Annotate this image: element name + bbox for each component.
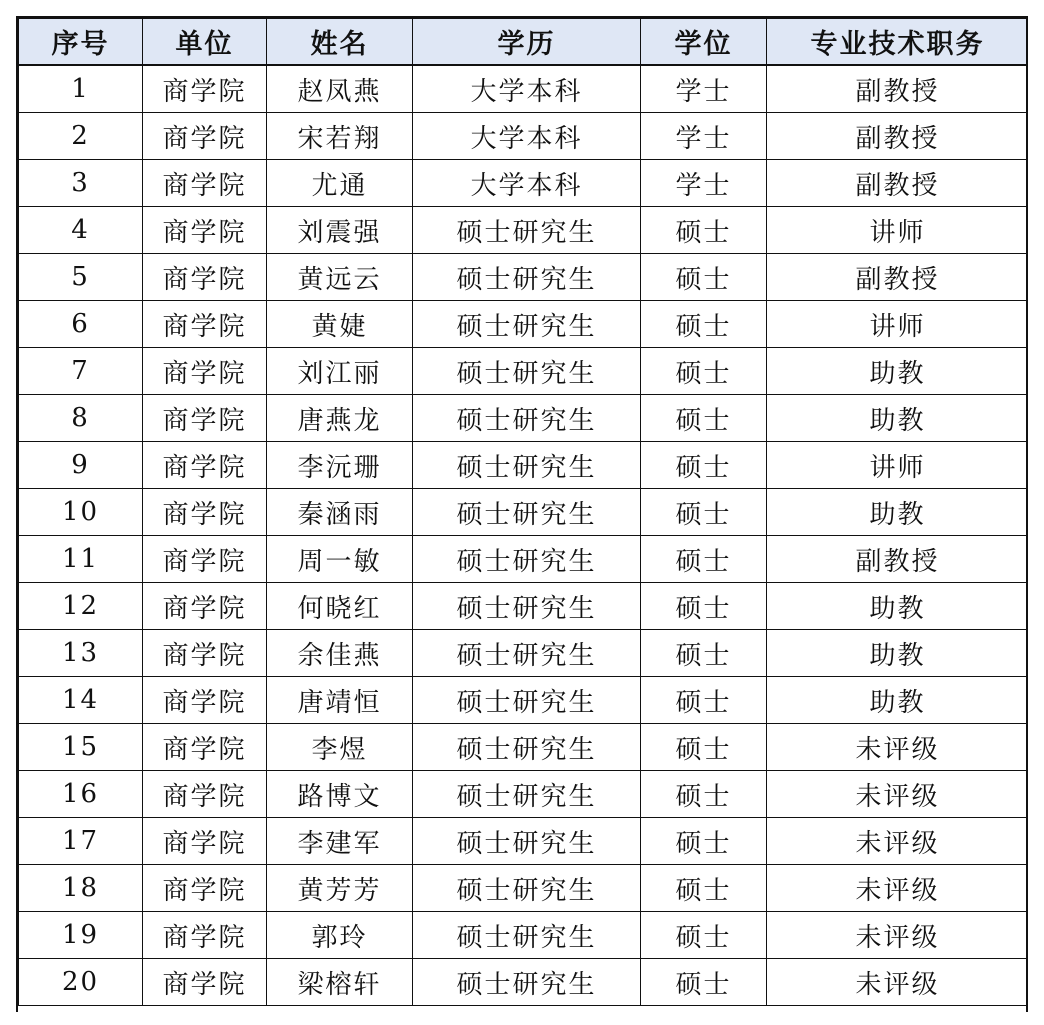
cell-education: 硕士研究生 bbox=[413, 489, 641, 536]
cell-name: 唐燕龙 bbox=[267, 395, 413, 442]
cell-serial-number: 1 bbox=[19, 65, 143, 113]
cell-education: 大学本科 bbox=[413, 160, 641, 207]
cell-professional-title: 助教 bbox=[767, 630, 1029, 677]
cell-name: 赵凤燕 bbox=[267, 65, 413, 113]
cell-education: 硕士研究生 bbox=[413, 630, 641, 677]
cell-education: 硕士研究生 bbox=[413, 771, 641, 818]
cell-serial-number: 3 bbox=[19, 160, 143, 207]
table-row bbox=[19, 348, 1029, 395]
table-row bbox=[19, 160, 1029, 207]
cell-name: 唐靖恒 bbox=[267, 677, 413, 724]
table-row bbox=[19, 65, 1029, 113]
cell-unit: 商学院 bbox=[143, 301, 267, 348]
table-row bbox=[19, 207, 1029, 254]
cell-unit: 商学院 bbox=[143, 959, 267, 1006]
cell-serial-number: 15 bbox=[19, 724, 143, 771]
cell-name: 李煜 bbox=[267, 724, 413, 771]
cell-professional-title: 助教 bbox=[767, 489, 1029, 536]
cell-education: 硕士研究生 bbox=[413, 536, 641, 583]
cell-unit: 商学院 bbox=[143, 207, 267, 254]
cell-serial-number: 6 bbox=[19, 301, 143, 348]
cell-serial-number: 20 bbox=[19, 959, 143, 1006]
cell-name: 梁榕轩 bbox=[267, 959, 413, 1006]
cell-name: 何晓红 bbox=[267, 583, 413, 630]
header-degree: 学位 bbox=[641, 19, 767, 66]
cell-degree: 硕士 bbox=[641, 348, 767, 395]
cell-serial-number: 14 bbox=[19, 677, 143, 724]
cell-serial-number: 9 bbox=[19, 442, 143, 489]
cell-education: 硕士研究生 bbox=[413, 301, 641, 348]
table-row bbox=[19, 630, 1029, 677]
cell-unit: 商学院 bbox=[143, 865, 267, 912]
cell-serial-number: 5 bbox=[19, 254, 143, 301]
cell-name: 黄远云 bbox=[267, 254, 413, 301]
cell-name: 周一敏 bbox=[267, 536, 413, 583]
cell-education: 硕士研究生 bbox=[413, 865, 641, 912]
cell-professional-title: 未评级 bbox=[767, 724, 1029, 771]
cell-degree: 硕士 bbox=[641, 254, 767, 301]
cell-serial-number: 13 bbox=[19, 630, 143, 677]
cell-unit: 商学院 bbox=[143, 160, 267, 207]
cell-professional-title: 讲师 bbox=[767, 442, 1029, 489]
cell-education: 硕士研究生 bbox=[413, 254, 641, 301]
cell-degree: 学士 bbox=[641, 113, 767, 160]
cell-degree: 硕士 bbox=[641, 583, 767, 630]
table-row bbox=[19, 724, 1029, 771]
cell-unit: 商学院 bbox=[143, 254, 267, 301]
staff-table-container bbox=[16, 16, 1028, 1012]
cell-degree: 学士 bbox=[641, 65, 767, 113]
cell-name: 余佳燕 bbox=[267, 630, 413, 677]
cell-name: 秦涵雨 bbox=[267, 489, 413, 536]
cell-education: 硕士研究生 bbox=[413, 677, 641, 724]
cell-professional-title: 副教授 bbox=[767, 113, 1029, 160]
table-row bbox=[19, 818, 1029, 865]
header-professional-title: 专业技术职务 bbox=[767, 19, 1029, 66]
cell-education: 硕士研究生 bbox=[413, 442, 641, 489]
cell-unit: 商学院 bbox=[143, 771, 267, 818]
cell-serial-number: 18 bbox=[19, 865, 143, 912]
cell-degree: 硕士 bbox=[641, 912, 767, 959]
cell-name: 郭玲 bbox=[267, 912, 413, 959]
cell-professional-title: 未评级 bbox=[767, 865, 1029, 912]
cell-serial-number: 7 bbox=[19, 348, 143, 395]
table-row bbox=[19, 771, 1029, 818]
cell-professional-title: 副教授 bbox=[767, 254, 1029, 301]
cell-education: 硕士研究生 bbox=[413, 912, 641, 959]
cell-serial-number: 8 bbox=[19, 395, 143, 442]
cell-degree: 硕士 bbox=[641, 630, 767, 677]
cell-education: 硕士研究生 bbox=[413, 348, 641, 395]
cell-degree: 硕士 bbox=[641, 959, 767, 1006]
cell-professional-title: 未评级 bbox=[767, 912, 1029, 959]
table-row bbox=[19, 489, 1029, 536]
cell-degree: 硕士 bbox=[641, 395, 767, 442]
header-unit: 单位 bbox=[143, 19, 267, 66]
cell-unit: 商学院 bbox=[143, 348, 267, 395]
cell-unit: 商学院 bbox=[143, 113, 267, 160]
cell-unit: 商学院 bbox=[143, 724, 267, 771]
cell-unit: 商学院 bbox=[143, 912, 267, 959]
table-header-row bbox=[19, 19, 1029, 66]
cell-degree: 硕士 bbox=[641, 207, 767, 254]
table-row bbox=[19, 442, 1029, 489]
cell-name: 黄婕 bbox=[267, 301, 413, 348]
cell-professional-title: 讲师 bbox=[767, 301, 1029, 348]
cell-education: 硕士研究生 bbox=[413, 724, 641, 771]
cell-serial-number: 16 bbox=[19, 771, 143, 818]
cell-name: 刘江丽 bbox=[267, 348, 413, 395]
table-row bbox=[19, 113, 1029, 160]
cell-professional-title: 副教授 bbox=[767, 65, 1029, 113]
cell-degree: 硕士 bbox=[641, 489, 767, 536]
cell-degree: 硕士 bbox=[641, 724, 767, 771]
cell-degree: 硕士 bbox=[641, 677, 767, 724]
cell-degree: 硕士 bbox=[641, 818, 767, 865]
cell-professional-title: 未评级 bbox=[767, 959, 1029, 1006]
cell-professional-title: 副教授 bbox=[767, 536, 1029, 583]
table-row bbox=[19, 912, 1029, 959]
cell-professional-title: 助教 bbox=[767, 677, 1029, 724]
cell-serial-number: 12 bbox=[19, 583, 143, 630]
cell-unit: 商学院 bbox=[143, 818, 267, 865]
cell-degree: 学士 bbox=[641, 160, 767, 207]
table-row bbox=[19, 301, 1029, 348]
cell-unit: 商学院 bbox=[143, 442, 267, 489]
cell-professional-title: 助教 bbox=[767, 395, 1029, 442]
table-row bbox=[19, 959, 1029, 1006]
cell-professional-title: 助教 bbox=[767, 348, 1029, 395]
cell-unit: 商学院 bbox=[143, 65, 267, 113]
cell-serial-number: 10 bbox=[19, 489, 143, 536]
cell-name: 李沅珊 bbox=[267, 442, 413, 489]
cell-professional-title: 未评级 bbox=[767, 771, 1029, 818]
header-education: 学历 bbox=[413, 19, 641, 66]
cell-unit: 商学院 bbox=[143, 536, 267, 583]
cell-serial-number: 2 bbox=[19, 113, 143, 160]
cell-serial-number: 17 bbox=[19, 818, 143, 865]
cell-serial-number: 19 bbox=[19, 912, 143, 959]
cell-education: 大学本科 bbox=[413, 113, 641, 160]
cell-degree: 硕士 bbox=[641, 301, 767, 348]
cell-unit: 商学院 bbox=[143, 583, 267, 630]
cell-education: 硕士研究生 bbox=[413, 818, 641, 865]
cell-education: 硕士研究生 bbox=[413, 959, 641, 1006]
cell-education: 硕士研究生 bbox=[413, 207, 641, 254]
cell-education: 大学本科 bbox=[413, 65, 641, 113]
cell-serial-number: 4 bbox=[19, 207, 143, 254]
cell-name: 李建军 bbox=[267, 818, 413, 865]
table-row bbox=[19, 395, 1029, 442]
cell-serial-number: 11 bbox=[19, 536, 143, 583]
table-row bbox=[19, 865, 1029, 912]
cell-professional-title: 副教授 bbox=[767, 160, 1029, 207]
table-row bbox=[19, 583, 1029, 630]
cell-degree: 硕士 bbox=[641, 442, 767, 489]
header-name: 姓名 bbox=[267, 19, 413, 66]
staff-table bbox=[18, 18, 1028, 1006]
cell-name: 黄芳芳 bbox=[267, 865, 413, 912]
cell-unit: 商学院 bbox=[143, 677, 267, 724]
cell-education: 硕士研究生 bbox=[413, 395, 641, 442]
cell-professional-title: 讲师 bbox=[767, 207, 1029, 254]
cell-name: 刘震强 bbox=[267, 207, 413, 254]
cell-professional-title: 助教 bbox=[767, 583, 1029, 630]
table-row bbox=[19, 677, 1029, 724]
cell-unit: 商学院 bbox=[143, 395, 267, 442]
cell-name: 尤通 bbox=[267, 160, 413, 207]
table-row bbox=[19, 254, 1029, 301]
cell-education: 硕士研究生 bbox=[413, 583, 641, 630]
cell-degree: 硕士 bbox=[641, 771, 767, 818]
cell-name: 路博文 bbox=[267, 771, 413, 818]
cell-professional-title: 未评级 bbox=[767, 818, 1029, 865]
cell-unit: 商学院 bbox=[143, 630, 267, 677]
table-row bbox=[19, 536, 1029, 583]
cell-name: 宋若翔 bbox=[267, 113, 413, 160]
cell-degree: 硕士 bbox=[641, 865, 767, 912]
header-serial-number: 序号 bbox=[19, 19, 143, 66]
cell-unit: 商学院 bbox=[143, 489, 267, 536]
cell-degree: 硕士 bbox=[641, 536, 767, 583]
